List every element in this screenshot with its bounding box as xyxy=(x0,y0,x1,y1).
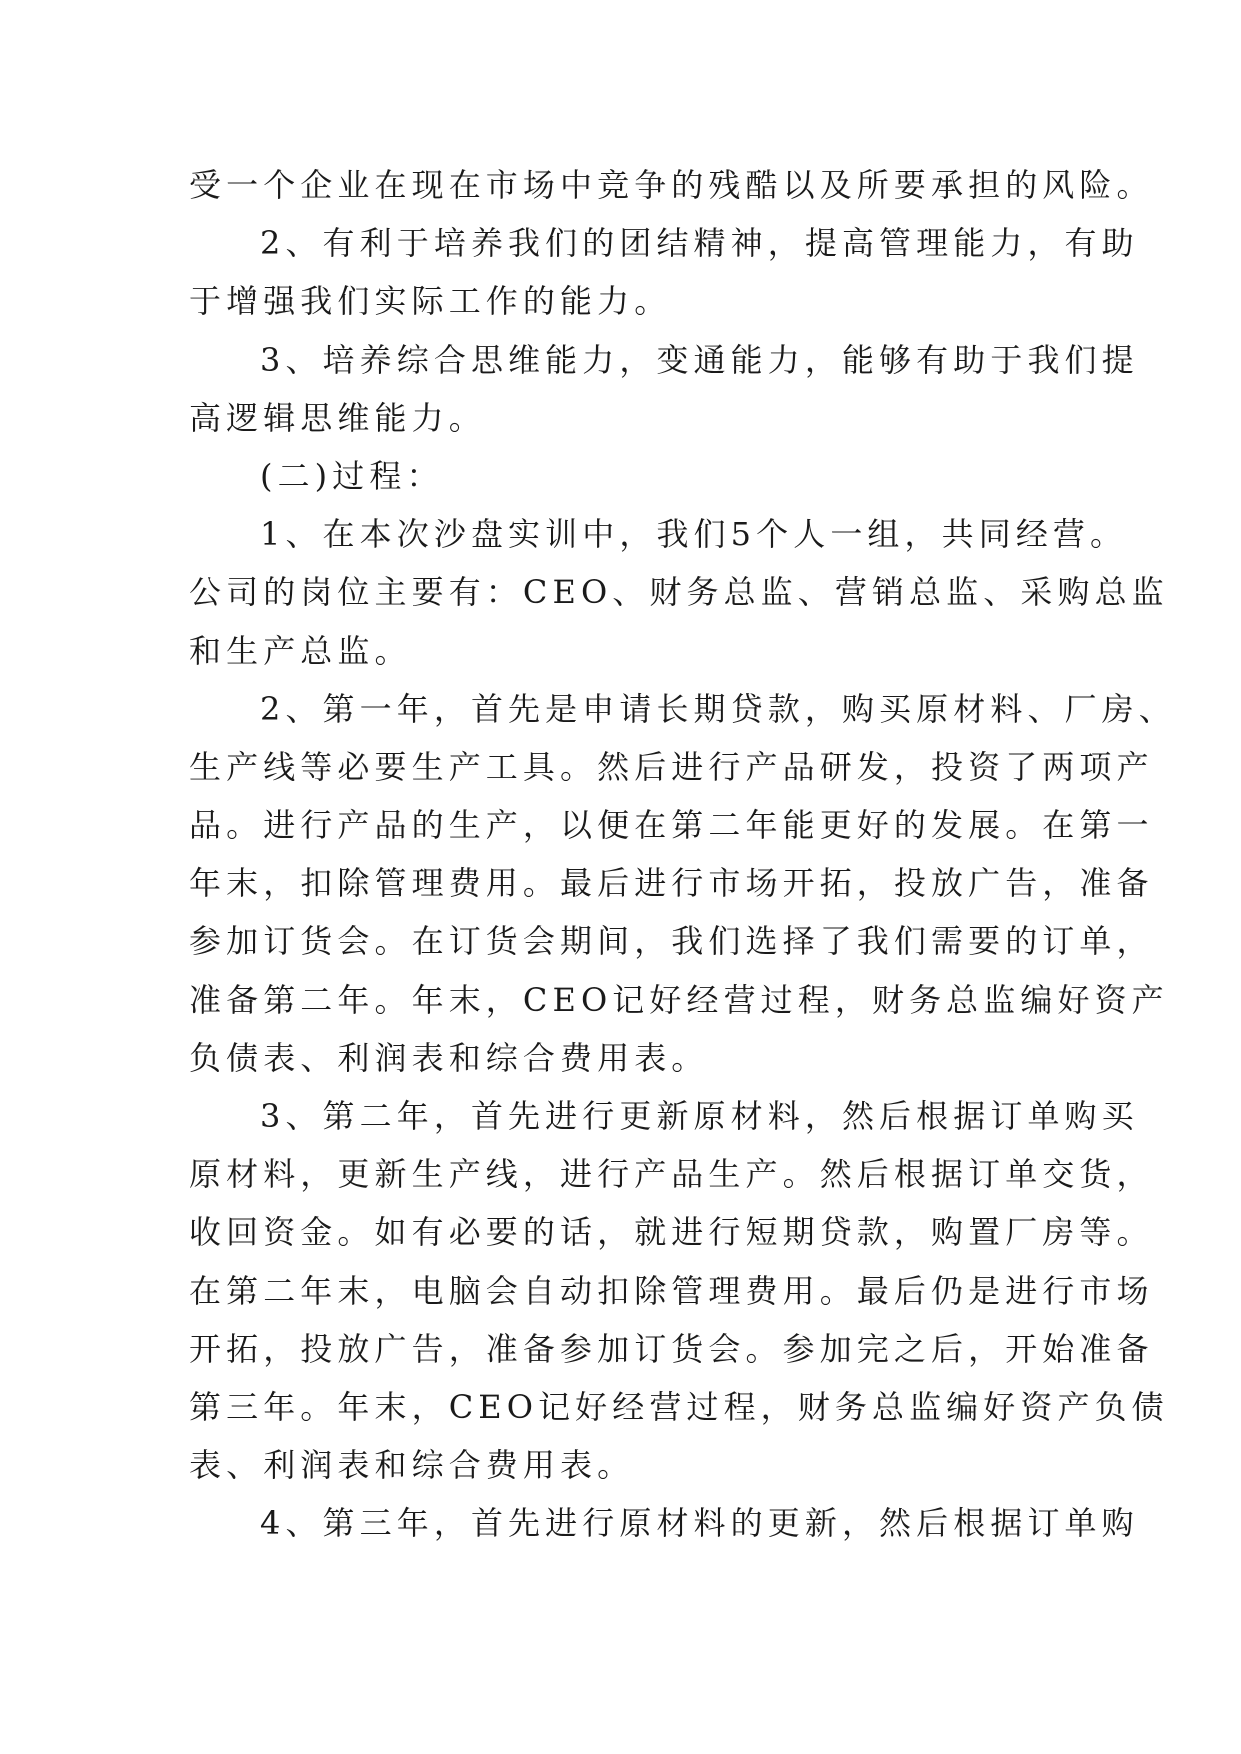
text-line: 受一个企业在现在市场中竞争的残酷以及所要承担的风险。 xyxy=(189,166,1154,204)
text-line: 3、培养综合思维能力，变通能力，能够有助于我们提 xyxy=(260,340,1139,379)
text-line: 表、利润表和综合费用表。 xyxy=(189,1446,635,1485)
text-line: 和生产总监。 xyxy=(189,631,412,670)
text-line: 收回资金。如有必要的话，就进行短期贷款，购置厂房等。 xyxy=(189,1213,1154,1252)
document-body xyxy=(189,156,1176,1553)
text-line: 年末，扣除管理费用。最后进行市场开拓，投放广告，准备 xyxy=(189,864,1154,903)
text-line: 2、有利于培养我们的团结精神，提高管理能力，有助 xyxy=(260,224,1139,263)
text-line: 准备第二年。年末，CEO记好经营过程，财务总监编好资产 xyxy=(189,980,1169,1019)
text-line: 4、第三年，首先进行原材料的更新，然后根据订单购 xyxy=(260,1504,1139,1543)
text-line: 品。进行产品的生产，以便在第二年能更好的发展。在第一 xyxy=(189,806,1154,845)
text-line: 负债表、利润表和综合费用表。 xyxy=(189,1038,709,1077)
text-line: 生产线等必要生产工具。然后进行产品研发，投资了两项产 xyxy=(189,747,1154,786)
text-line: 在第二年末，电脑会自动扣除管理费用。最后仍是进行市场 xyxy=(189,1271,1154,1310)
text-line: 开拓，投放广告，准备参加订货会。参加完之后，开始准备 xyxy=(189,1329,1154,1368)
section-heading: (二)过程： xyxy=(260,456,444,495)
text-line: 公司的岗位主要有：CEO、财务总监、营销总监、采购总监 xyxy=(189,573,1169,612)
text-line: 高逻辑思维能力。 xyxy=(189,398,486,437)
text-line: 于增强我们实际工作的能力。 xyxy=(189,282,672,321)
text-line: 第三年。年末，CEO记好经营过程，财务总监编好资产负债 xyxy=(189,1387,1169,1426)
text-line: 3、第二年，首先进行更新原材料，然后根据订单购买 xyxy=(260,1097,1139,1135)
text-line: 参加订货会。在订货会期间，我们选择了我们需要的订单， xyxy=(189,922,1154,961)
text-line: 2、第一年，首先是申请长期贷款，购买原材料、厂房、 xyxy=(260,689,1176,728)
text-line: 原材料，更新生产线，进行产品生产。然后根据订单交货， xyxy=(189,1155,1154,1194)
text-line: 1、在本次沙盘实训中，我们5个人一组，共同经营。 xyxy=(260,515,1128,554)
